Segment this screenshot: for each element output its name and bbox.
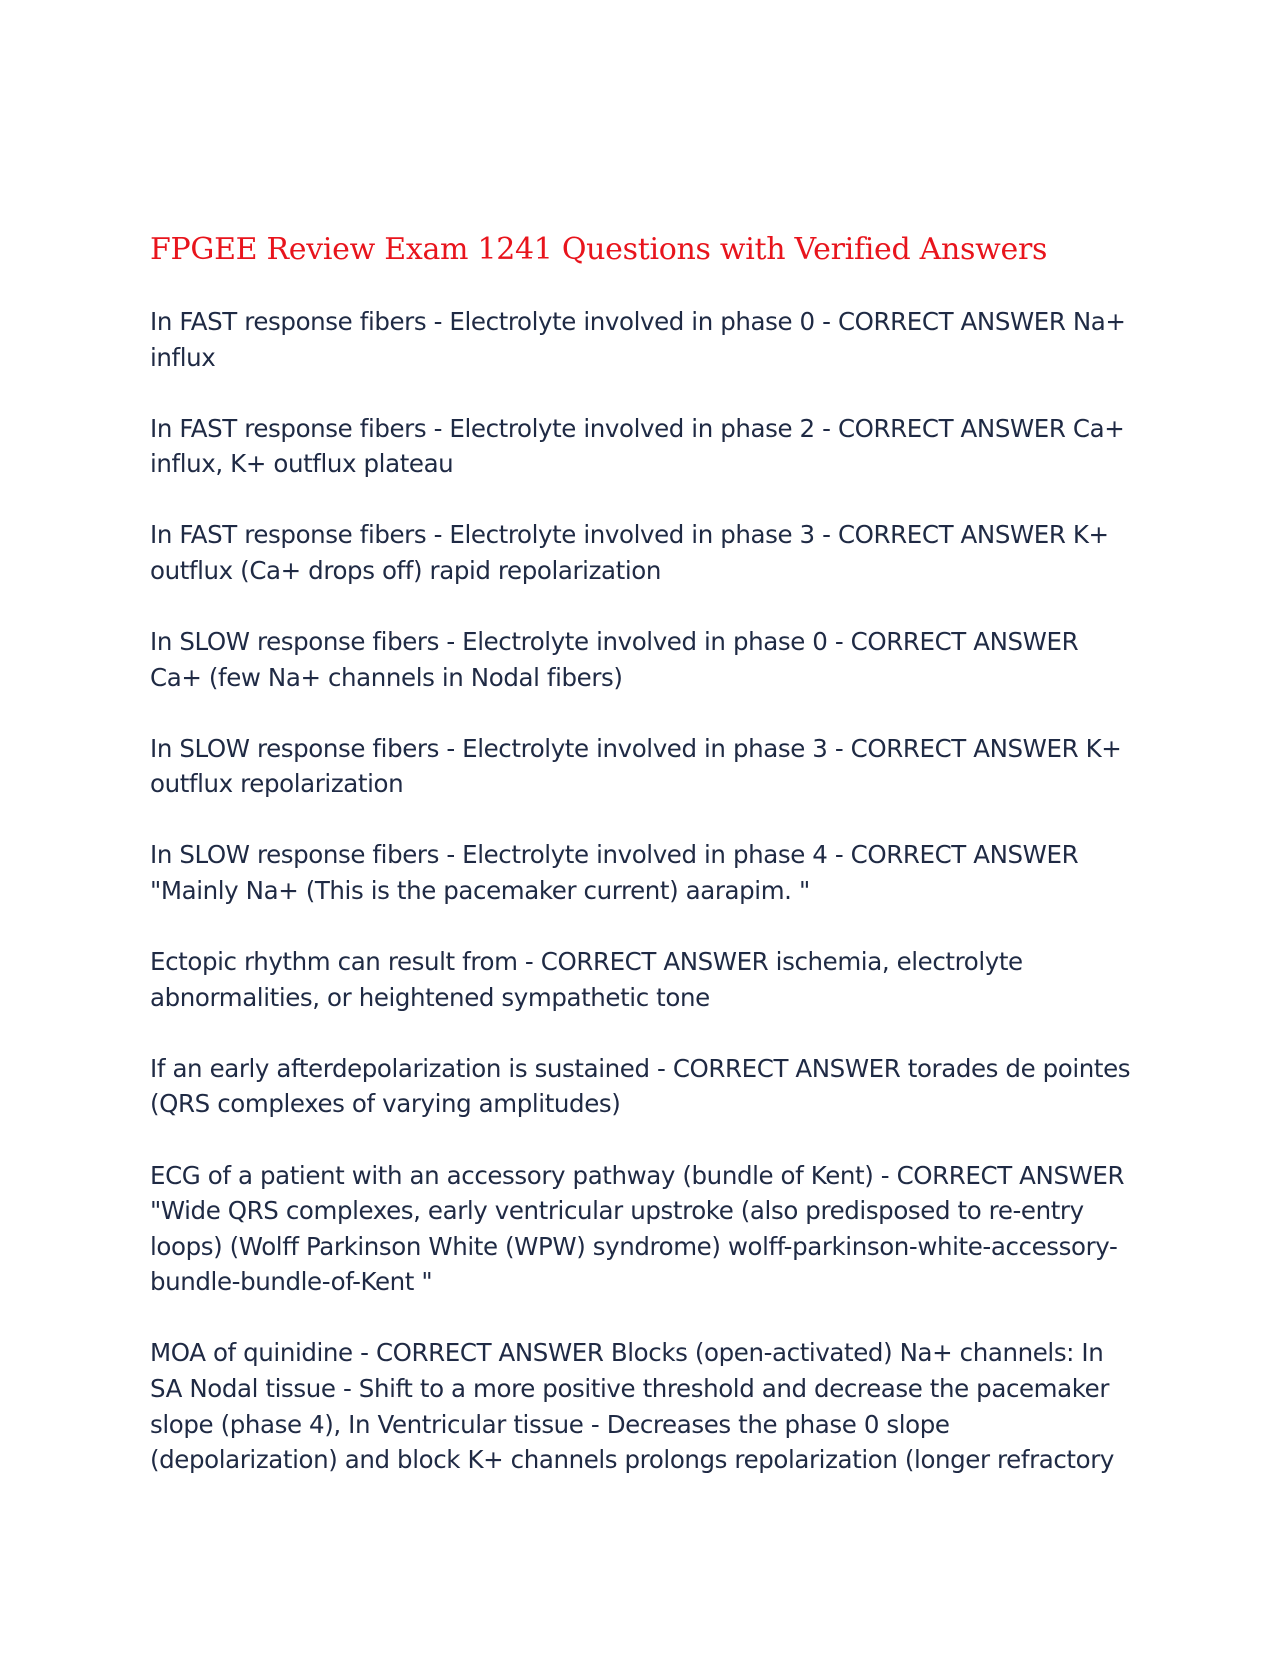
document-body bbox=[150, 224, 1135, 1513]
qa-entry-3: In FAST response fibers - Electrolyte involved in phase 3 - CORRECT ANSWER K+ outflux (Ca+ drops off) rapid repolarization bbox=[150, 520, 1109, 585]
document-title: FPGEE Review Exam 1241 Questions with Verified Answers bbox=[150, 232, 1048, 267]
qa-entry-5: In SLOW response fibers - Electrolyte involved in phase 3 - CORRECT ANSWER K+ outflux repolarization bbox=[150, 733, 1122, 799]
qa-entry-8: If an early afterdepolarization is sustained - CORRECT ANSWER torades de pointes (QRS complexes of varying amplitudes) bbox=[150, 1053, 1131, 1119]
qa-entry-6: In SLOW response fibers - Electrolyte involved in phase 4 - CORRECT ANSWER "Mainly Na+ (This is the pacemaker current) aarapim. " bbox=[150, 840, 1079, 906]
qa-entry-1: In FAST response fibers - Electrolyte involved in phase 0 - CORRECT ANSWER Na+ influx bbox=[150, 307, 1126, 372]
qa-entry-7: Ectopic rhythm can result from - CORRECT ANSWER ischemia, electrolyte abnormalities, or heightened sympathetic tone bbox=[150, 947, 1023, 1012]
qa-entry-2: In FAST response fibers - Electrolyte involved in phase 2 - CORRECT ANSWER Ca+ influx, K+ outflux plateau bbox=[150, 413, 1125, 479]
qa-entry-9: ECG of a patient with an accessory pathway (bundle of Kent) - CORRECT ANSWER "Wide QRS complexes, early ventricular upstroke (also predisposed to re-entry loops) (Wolff Parkinson White (WPW) syndrome) wolff-parkinson-white-accessory-bundle-bundle-of-Kent " bbox=[150, 1160, 1125, 1297]
qa-entry-10: MOA of quinidine - CORRECT ANSWER Blocks (open-activated) Na+ channels: In SA Nodal tissue - Shift to a more positive threshold and decrease the pacemaker slope (phase 4), In Ventricular tissue - Decreases the phase 0 slope (depolarization) and block K+ channels prolongs repolarization (longer refractory bbox=[150, 1338, 1115, 1475]
qa-entry-4: In SLOW response fibers - Electrolyte involved in phase 0 - CORRECT ANSWER Ca+ (few Na+ channels in Nodal fibers) bbox=[150, 627, 1079, 692]
